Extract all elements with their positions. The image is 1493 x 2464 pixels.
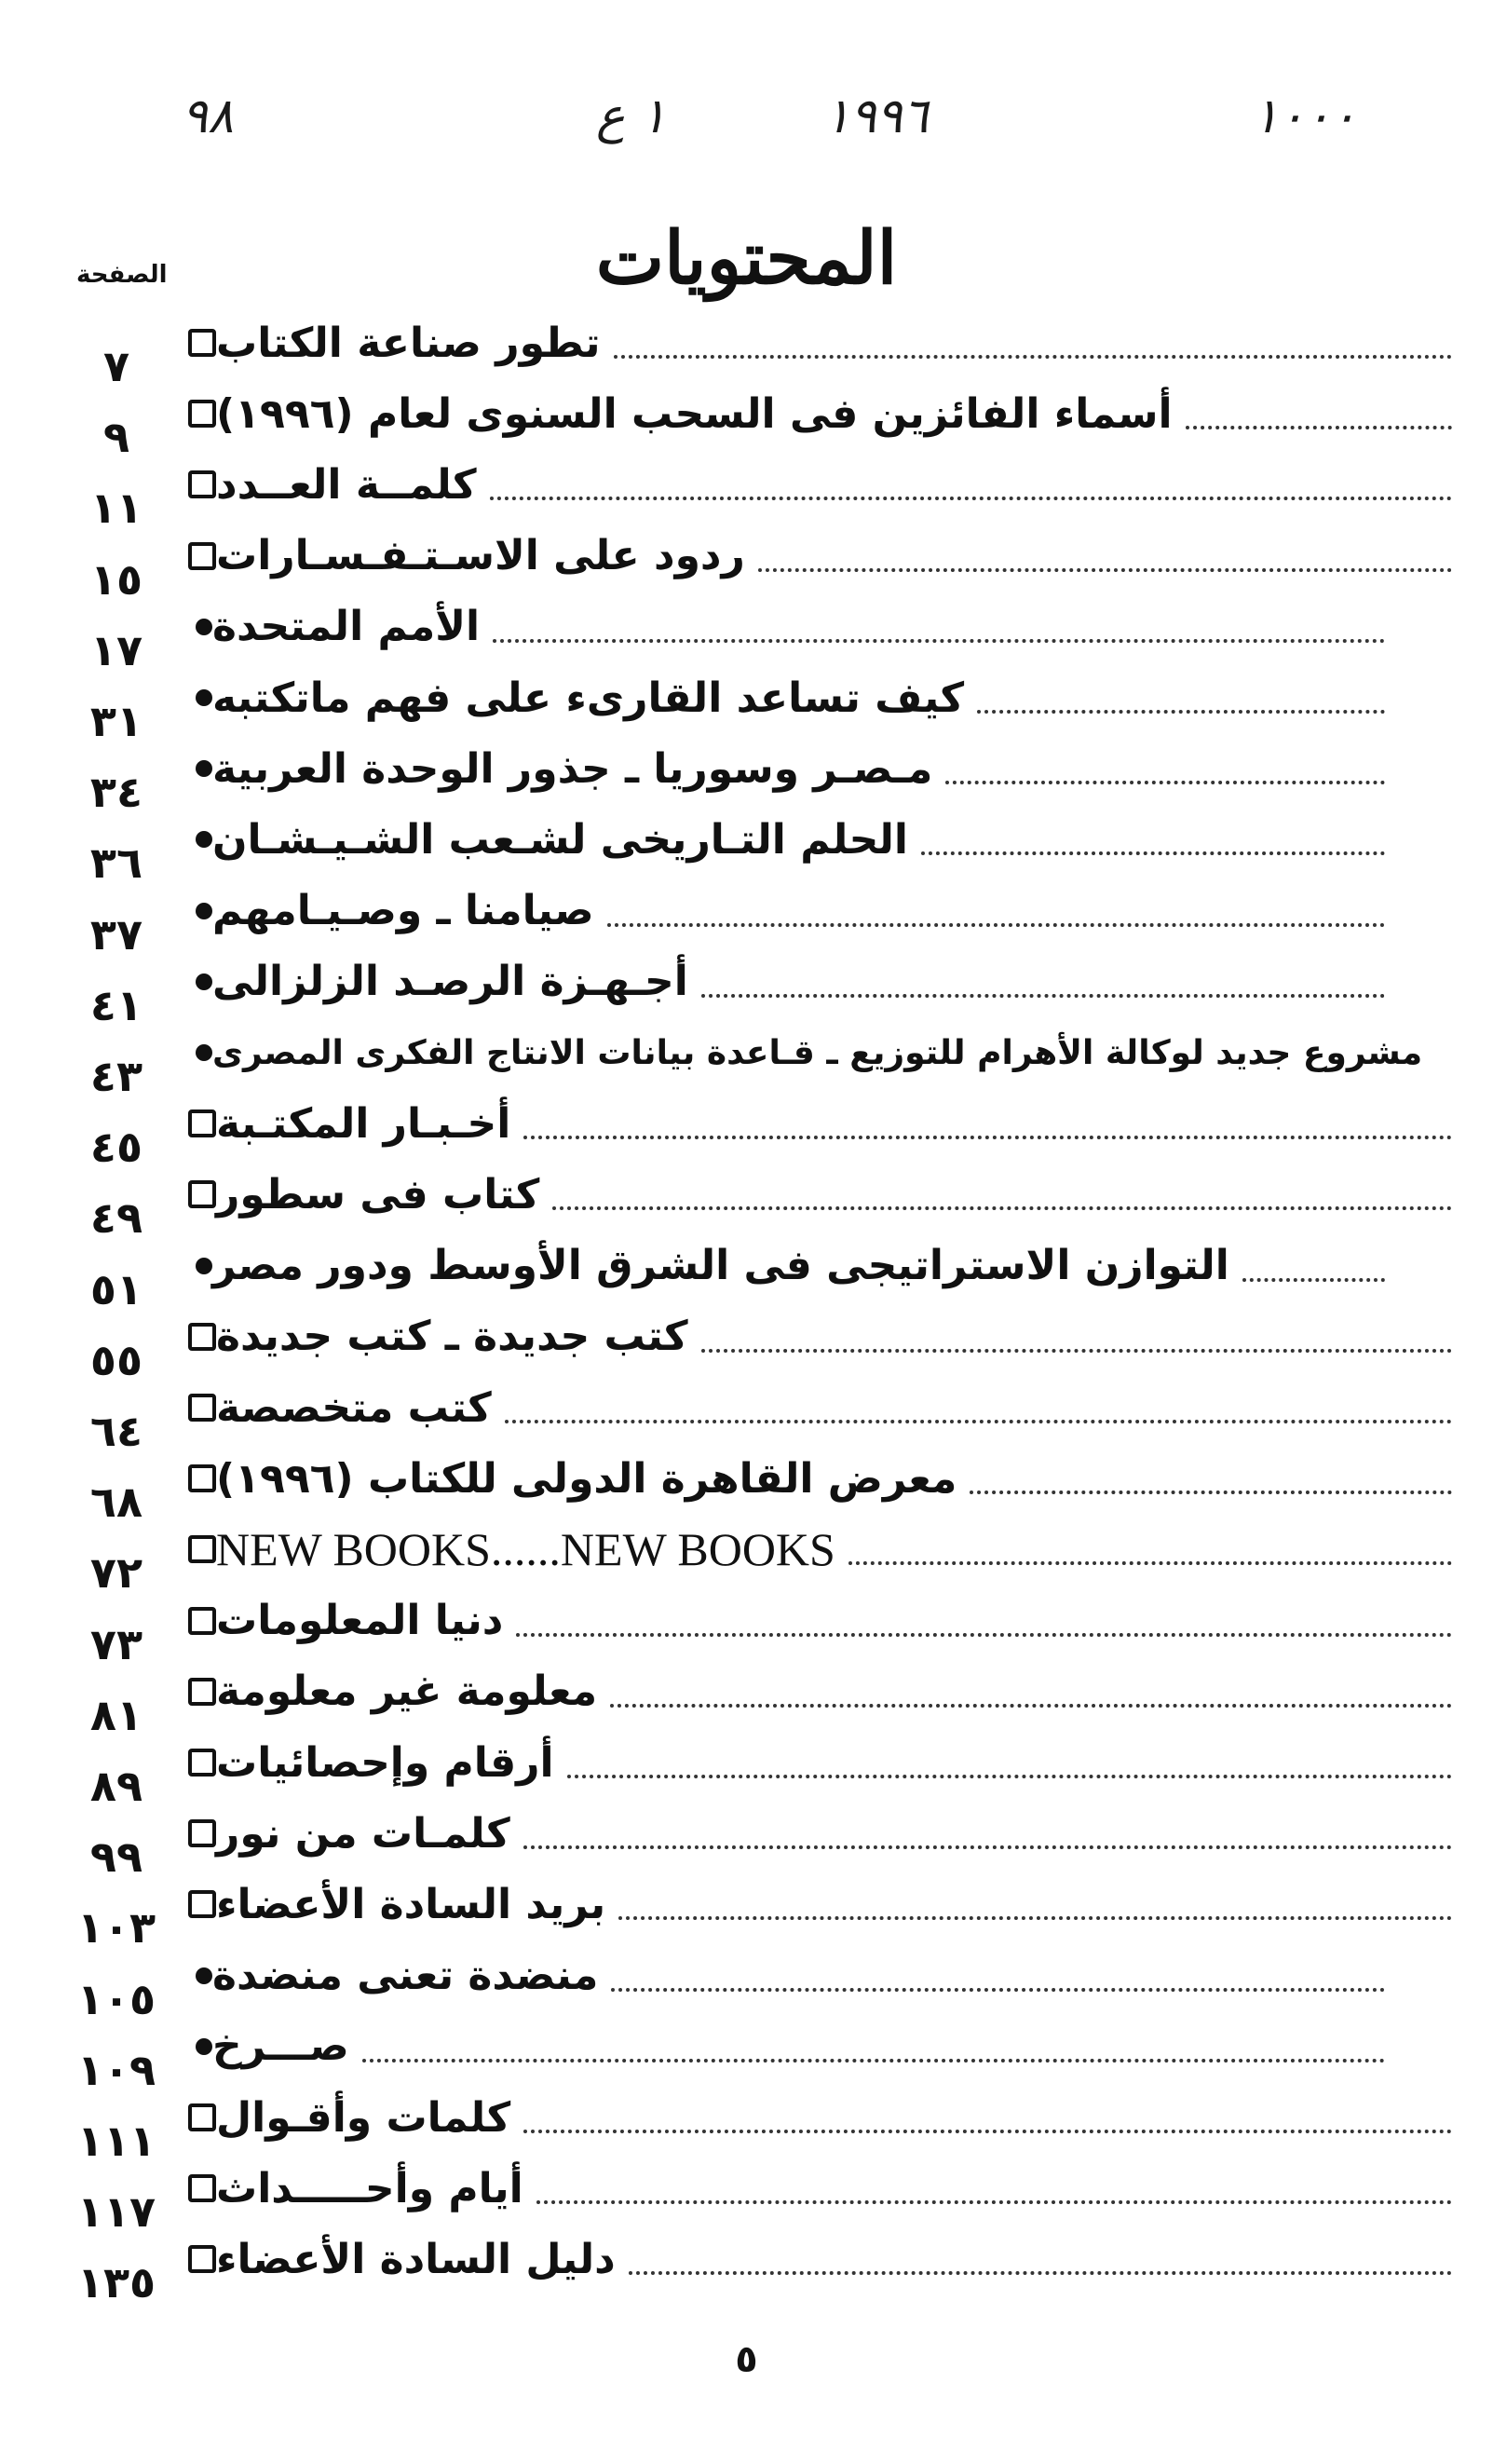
dot-leader xyxy=(977,682,1385,714)
toc-page-number: ٣٧ xyxy=(89,908,143,960)
toc-entry xyxy=(0,307,1493,391)
page-number: ٥ xyxy=(735,2338,758,2381)
toc-entry xyxy=(0,592,1493,675)
checkbox-square-icon xyxy=(188,542,216,570)
toc-entry xyxy=(0,1017,1493,1101)
toc-entry-title: كتاب فى سطور xyxy=(216,1170,540,1218)
bullet-icon xyxy=(196,831,212,848)
toc-page-number: ١٠٥ xyxy=(76,1973,156,2024)
toc-page-number: ٣٤ xyxy=(89,767,143,818)
toc-entry xyxy=(0,2224,1493,2308)
dot-leader xyxy=(523,2102,1452,2133)
checkbox-square-icon xyxy=(188,2245,216,2273)
dot-leader xyxy=(758,540,1452,572)
bullet-icon xyxy=(196,1258,212,1274)
dot-leader xyxy=(607,895,1385,927)
toc-entry-title: دليل السادة الأعضاء xyxy=(216,2235,616,2283)
toc-entry-title: الأمم المتحدة xyxy=(212,603,481,651)
bullet-icon xyxy=(196,2038,212,2055)
toc-entry xyxy=(0,2082,1493,2166)
toc-page-number: ٥١ xyxy=(89,1263,143,1314)
toc-page-number: ٤٩ xyxy=(89,1192,143,1244)
checkbox-square-icon xyxy=(188,1323,216,1351)
checkbox-square-icon xyxy=(188,1607,216,1635)
toc-entry-title: مشروع جديد لوكالة الأهرام للتوزيع ـ قـاعدة بيانات الانتاج الفكرى المصرى xyxy=(212,1033,1423,1072)
toc-entry xyxy=(0,1656,1493,1740)
dot-leader xyxy=(552,1178,1452,1210)
dot-leader xyxy=(618,1888,1452,1920)
toc-entry xyxy=(0,1372,1493,1456)
checkbox-square-icon xyxy=(188,2103,216,2131)
checkbox-square-icon xyxy=(188,1109,216,1137)
toc-page-number: ١٣٥ xyxy=(76,2257,156,2308)
toc-entry-title: منضدة تعنى منضدة xyxy=(212,1952,599,2000)
toc-page-number: ١١٧ xyxy=(76,2186,156,2238)
toc-page-number: ١٠٩ xyxy=(76,2044,156,2095)
toc-page-number: ١٠٣ xyxy=(76,1902,156,1954)
checkbox-square-icon xyxy=(188,1749,216,1777)
toc-entry xyxy=(0,662,1493,746)
toc-entry-title: كلمـات من نور xyxy=(216,1809,510,1858)
toc-entry xyxy=(0,1159,1493,1244)
toc-entry xyxy=(0,1231,1493,1314)
toc-entry-title: ردود على الاسـتـفـسـارات xyxy=(216,532,745,580)
toc-page-number: ١١ xyxy=(89,483,143,534)
toc-entry-title: كلمات وأقـوال xyxy=(216,2093,511,2142)
toc-entry-title: بريد السادة الأعضاء xyxy=(216,1880,606,1928)
toc-page-number: ٧ xyxy=(102,341,130,391)
toc-page-number: ١١١ xyxy=(76,2116,156,2166)
toc-entry xyxy=(0,1798,1493,1883)
dot-leader xyxy=(629,2243,1452,2275)
bullet-icon xyxy=(196,619,212,635)
dot-leader xyxy=(516,1605,1452,1637)
checkbox-square-icon xyxy=(188,1180,216,1208)
toc-page-number: ٤٥ xyxy=(89,1122,143,1173)
dot-leader xyxy=(505,1392,1452,1423)
dot-leader xyxy=(523,1817,1452,1849)
dot-leader xyxy=(921,824,1385,855)
toc-page-number: ٥٥ xyxy=(89,1334,143,1385)
toc-page-number: ١٧ xyxy=(89,624,143,675)
toc-entry xyxy=(0,946,1493,1030)
dot-leader xyxy=(523,1108,1452,1139)
checkbox-square-icon xyxy=(188,329,216,357)
toc-page-number: ٧٢ xyxy=(89,1547,143,1599)
toc-entry xyxy=(0,733,1493,818)
handwritten-note: ١٠٠٠ xyxy=(1253,88,1357,144)
toc-entry-title: كيف تساعد القارىء على فهم ماتكتبه xyxy=(212,674,965,722)
toc-entry-title: أيام وأحـــــداث xyxy=(216,2164,523,2212)
checkbox-square-icon xyxy=(188,1535,216,1563)
toc-entry-title: معرض القاهرة الدولى للكتاب (١٩٩٦) xyxy=(216,1454,957,1503)
toc-page-number: ٧٣ xyxy=(89,1618,143,1669)
toc-entry-title: التوازن الاستراتيجى فى الشرق الأوسط ودور مصر xyxy=(212,1242,1229,1290)
dot-leader xyxy=(970,1463,1452,1494)
toc-entry xyxy=(0,804,1493,889)
bullet-icon xyxy=(196,973,212,990)
toc-entry xyxy=(0,449,1493,534)
toc-entry xyxy=(0,1301,1493,1385)
toc-entry-title: صـــرخ xyxy=(212,2022,349,2071)
toc-page-number: ٤١ xyxy=(89,979,143,1030)
toc-entry xyxy=(0,876,1493,960)
toc-entry-title: مـصـر وسوريا ـ جذور الوحدة العربية xyxy=(212,744,933,793)
toc-entry-title: كتب متخصصة xyxy=(216,1383,492,1432)
toc-entry xyxy=(0,1586,1493,1669)
toc-page-number: ٩ xyxy=(102,412,130,463)
toc-page-number: ٣٦ xyxy=(89,837,143,889)
bullet-icon xyxy=(196,760,212,777)
toc-entry xyxy=(0,1443,1493,1528)
toc-page-number: ٩٩ xyxy=(89,1831,143,1883)
toc-entry xyxy=(0,521,1493,605)
toc-entry-title: دنيا المعلومات xyxy=(216,1597,504,1645)
checkbox-square-icon xyxy=(188,400,216,428)
checkbox-square-icon xyxy=(188,1394,216,1422)
bullet-icon xyxy=(196,1044,212,1061)
dot-leader xyxy=(848,1533,1452,1565)
dot-leader xyxy=(567,1747,1452,1778)
toc-entry-title: تطور صناعة الكتاب xyxy=(216,319,601,367)
checkbox-square-icon xyxy=(188,1464,216,1492)
toc-page-number: ٨١ xyxy=(89,1689,143,1740)
toc-page-number: ٨٩ xyxy=(89,1761,143,1811)
toc-entry xyxy=(0,1088,1493,1173)
toc-page-number: ٦٨ xyxy=(89,1477,143,1528)
page-column-label: الصفحة xyxy=(76,261,168,289)
toc-entry xyxy=(0,2153,1493,2238)
toc-page-number: ١٥ xyxy=(89,553,143,605)
checkbox-square-icon xyxy=(188,2174,216,2202)
dot-leader xyxy=(536,2172,1452,2204)
dot-leader xyxy=(493,611,1385,643)
toc-page-number: ٤٣ xyxy=(89,1051,143,1101)
checkbox-square-icon xyxy=(188,1819,216,1847)
toc-page-number: ٦٤ xyxy=(89,1406,143,1456)
checkbox-square-icon xyxy=(188,1678,216,1706)
toc-entry-title: أجـهـزة الرصـد الزلزالى xyxy=(212,958,688,1006)
page-title: المحتويات xyxy=(595,216,898,301)
dot-leader xyxy=(701,966,1385,998)
toc-entry xyxy=(0,1727,1493,1811)
toc-entry-title: معلومة غير معلومة xyxy=(216,1668,598,1716)
toc-entry-title: الحلم التـاريخى لشـعب الشـيـشـان xyxy=(212,815,908,864)
checkbox-square-icon xyxy=(188,1890,216,1918)
dot-leader xyxy=(945,753,1385,784)
handwritten-note: ١ ع xyxy=(596,88,667,144)
dot-leader xyxy=(1186,398,1452,429)
dot-leader xyxy=(490,469,1452,500)
toc-entry-title: كلمــة العــدد xyxy=(216,460,477,509)
bullet-icon xyxy=(196,1967,212,1984)
toc-entry-title: أخـبـار المكتـبة xyxy=(216,1099,511,1148)
handwritten-note: ٩٨ xyxy=(182,88,234,144)
dot-leader xyxy=(614,327,1452,359)
toc-entry-title: أسماء الفائزين فى السحب السنوى لعام (١٩٩٦) xyxy=(216,389,1173,438)
toc-entry-title: كتب جديدة ـ كتب جديدة xyxy=(216,1313,688,1361)
bullet-icon xyxy=(196,689,212,706)
toc-entry-title: صيامنا ـ وصـيـامهم xyxy=(212,887,594,935)
toc-entry xyxy=(0,378,1493,463)
toc-entry xyxy=(0,1940,1493,2024)
toc-entry xyxy=(0,1869,1493,1954)
handwritten-note: ١٩٩٦ xyxy=(824,88,929,144)
checkbox-square-icon xyxy=(188,470,216,498)
dot-leader xyxy=(701,1321,1452,1353)
toc-entry xyxy=(0,1514,1493,1599)
bullet-icon xyxy=(196,903,212,919)
toc-entry-title: NEW BOOKS......NEW BOOKS xyxy=(216,1523,835,1576)
dot-leader xyxy=(1242,1250,1385,1282)
toc-entry-title: أرقام وإحصائيات xyxy=(216,1738,554,1787)
dot-leader xyxy=(362,2031,1385,2062)
dot-leader xyxy=(611,1960,1385,1992)
toc-page-number: ٣١ xyxy=(89,696,143,746)
toc-entry xyxy=(0,2011,1493,2095)
dot-leader xyxy=(610,1676,1452,1708)
